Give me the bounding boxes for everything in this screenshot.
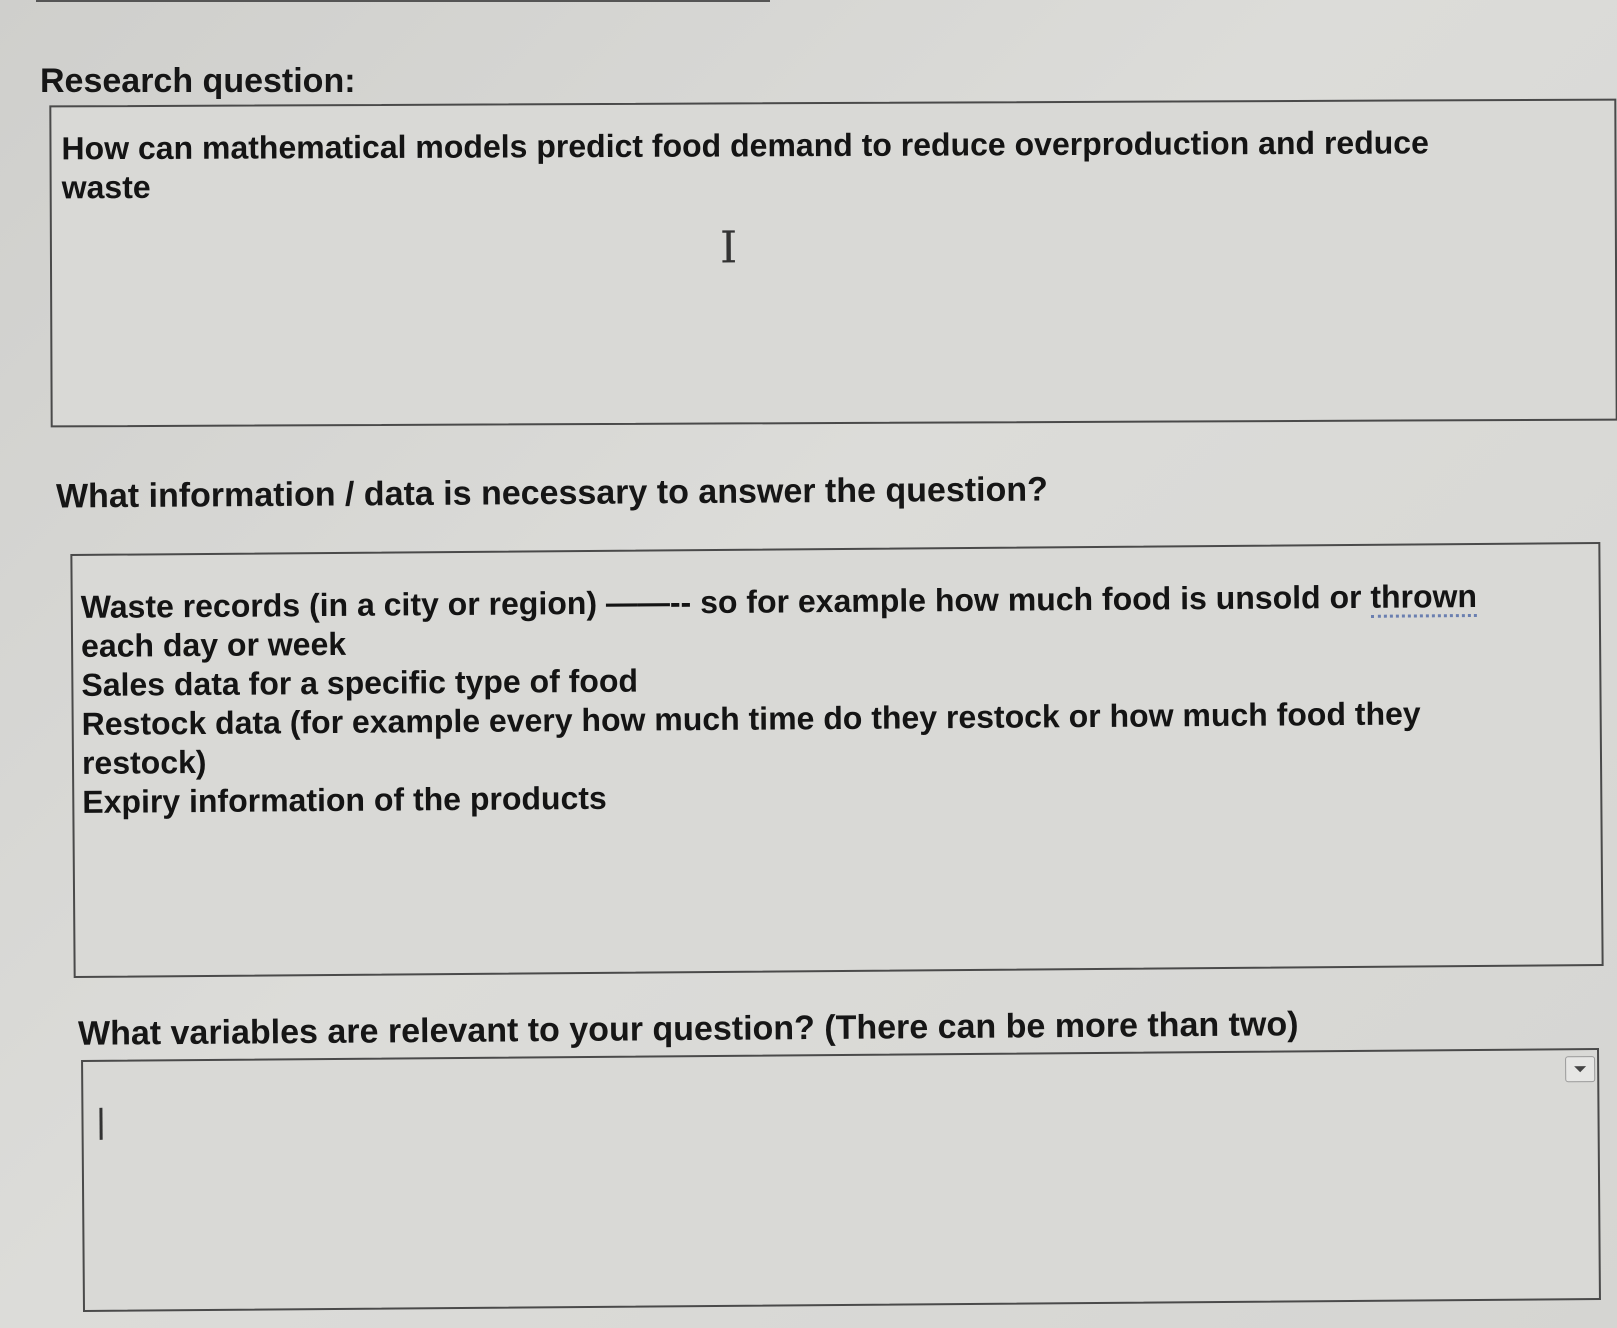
text-caret bbox=[99, 1108, 102, 1140]
variables-textbox[interactable] bbox=[81, 1048, 1601, 1312]
chevron-down-icon bbox=[1573, 1065, 1587, 1073]
text-line: Sales data for a specific type of food bbox=[81, 662, 639, 703]
spellcheck-word[interactable]: thrown bbox=[1370, 578, 1477, 618]
text-line: Restock data (for example every how much time do they restock or how much food they bbox=[81, 695, 1421, 742]
text-line: restock) bbox=[81, 743, 207, 781]
variables-dropdown-button[interactable] bbox=[1565, 1056, 1595, 1082]
research-question-text bbox=[61, 123, 1429, 207]
text-line: How can mathematical models predict food demand to reduce overproduction and reduce bbox=[61, 124, 1429, 167]
information-text bbox=[81, 577, 1479, 822]
research-question-textbox[interactable] bbox=[49, 99, 1617, 428]
variables-label: What variables are relevant to your question? (There can be more than two) bbox=[77, 1005, 1299, 1053]
top-divider bbox=[36, 0, 770, 2]
mouse-text-cursor-icon: I bbox=[719, 222, 738, 274]
information-label: What information / data is necessary to answer the question? bbox=[55, 470, 1048, 516]
text-line: Expiry information of the products bbox=[82, 779, 607, 820]
text-segment: Waste records (in a city or region) ——-- so for example how much food is unsold or bbox=[80, 578, 1371, 625]
text-line: waste bbox=[61, 168, 151, 206]
research-question-label: Research question: bbox=[40, 62, 356, 100]
information-textbox[interactable] bbox=[70, 542, 1603, 978]
text-line: each day or week bbox=[80, 625, 347, 664]
